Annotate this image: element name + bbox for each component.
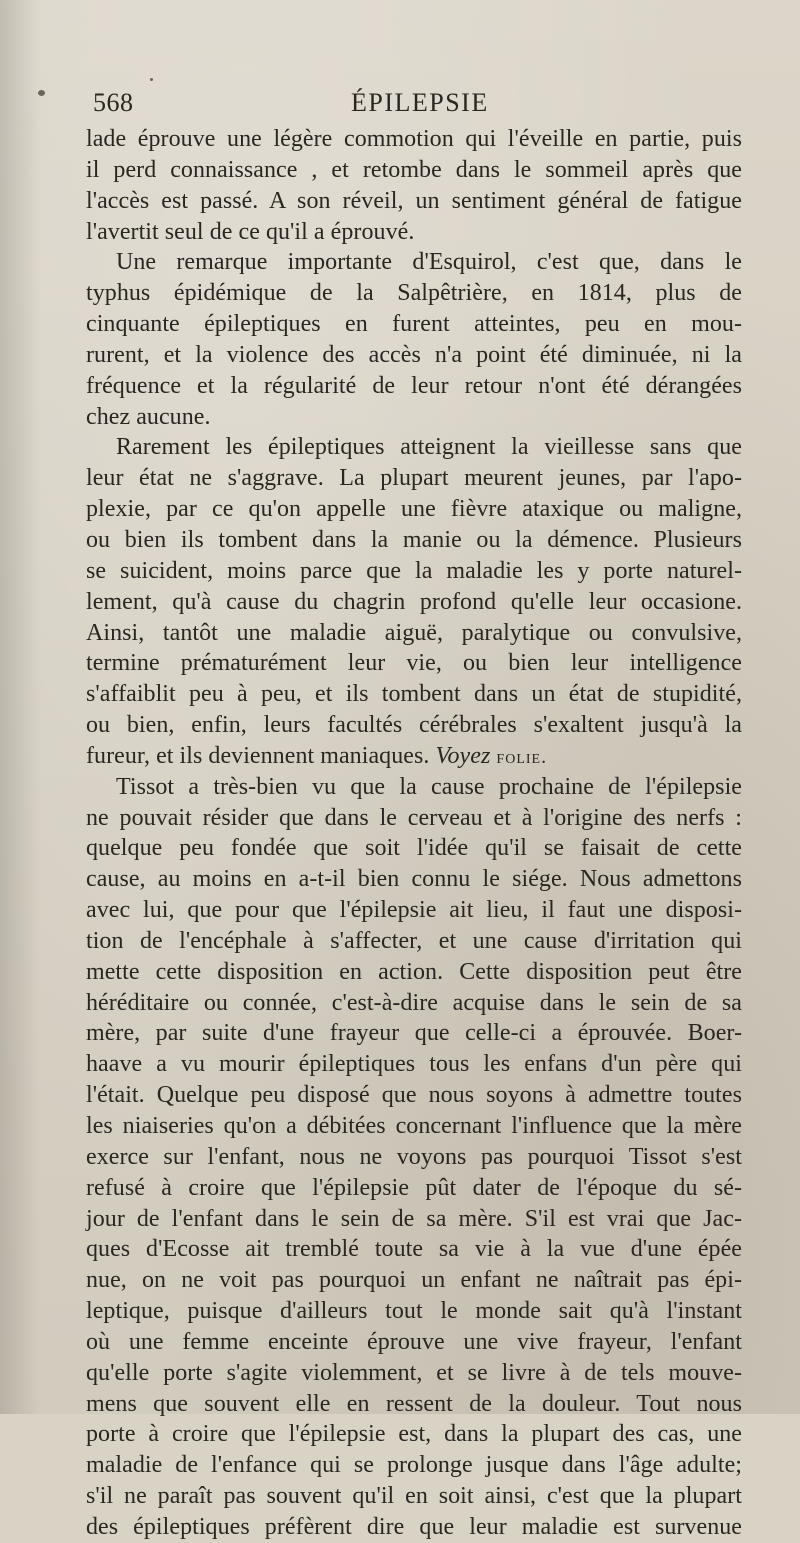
text-line: Ainsi, tantôt une maladie aiguë, paralytique ou convulsive, (86, 619, 742, 646)
text-line: nue, on ne voit pas pourquoi un enfant ne naîtrait pas épi- (86, 1267, 742, 1294)
text-line: fréquence et la régularité de leur retour n'ont été dérangées (86, 372, 742, 399)
text-line: des épileptiques préfèrent dire que leur maladie est survenue (86, 1513, 742, 1540)
text-line: les niaiseries qu'on a débitées concernant l'influence que la mère (86, 1113, 742, 1139)
text-line: ou bien, enfin, leurs facultés cérébrales s'exaltent jusqu'à la (86, 712, 742, 739)
text-line: s'affaiblit peu à peu, et ils tombent dans un état de stupidité, (86, 681, 742, 708)
page-edge-shadow (0, 0, 40, 1414)
text-line: rurent, et la violence des accès n'a point été diminuée, ni la (86, 341, 742, 368)
running-title: ÉPILEPSIE (351, 88, 489, 117)
text-line: maladie de l'enfance qui se prolonge jusque dans l'âge adulte; (86, 1452, 742, 1479)
text-line: typhus épidémique de la Salpêtrière, en 1814, plus de (86, 280, 742, 307)
text-fragment: fureur, et ils deviennent maniaques. (86, 742, 430, 769)
text-line: qu'elle porte s'agite violemment, et se livre à de tels mouve- (86, 1359, 742, 1386)
text-line: chez aucune. (86, 403, 211, 430)
text-line: héréditaire ou connée, c'est-à-dire acquise dans le sein de sa (86, 989, 742, 1016)
text-line: Rarement les épileptiques atteignent la vieillesse sans que (116, 434, 742, 461)
text-line: ou bien ils tombent dans la manie ou la démence. Plusieurs (86, 526, 742, 553)
text-line: leptique, puisque d'ailleurs tout le monde sait qu'à l'instant (86, 1298, 742, 1325)
text-line: l'avertit seul de ce qu'il a éprouvé. (86, 218, 415, 245)
cross-reference-voyez: Voyez (435, 742, 491, 769)
text-line: mens que souvent elle en ressent de la douleur. Tout nous (86, 1390, 742, 1417)
text-line-with-cross-reference (86, 741, 742, 772)
text-line: Tissot a très-bien vu que la cause prochaine de l'épilepsie (116, 773, 742, 800)
text-line: il perd connaissance , et retombe dans le sommeil après que (86, 156, 742, 183)
text-line: leur état ne s'aggrave. La plupart meurent jeunes, par l'apo- (86, 465, 742, 492)
text-line: ne pouvait résider que dans le cerveau et à l'origine des nerfs : (86, 804, 742, 831)
text-line: exerce sur l'enfant, nous ne voyons pas pourquoi Tissot s'est (86, 1143, 742, 1170)
text-line: porte à croire que l'épilepsie est, dans la plupart des cas, une (86, 1421, 742, 1448)
text-line: ques d'Ecosse ait tremblé toute sa vie à la vue d'une épée (86, 1236, 742, 1263)
text-line: plexie, par ce qu'on appelle une fièvre ataxique ou maligne, (86, 496, 742, 523)
text-line: cinquante épileptiques en furent atteintes, peu en mou- (86, 311, 742, 338)
text-line: tion de l'encéphale à s'affecter, et une cause d'irritation qui (86, 927, 742, 954)
text-line: quelque peu fondée que soit l'idée qu'il se faisait de cette (86, 835, 742, 862)
cross-reference-target: folie. (496, 745, 548, 768)
text-line: où une femme enceinte éprouve une vive frayeur, l'enfant (86, 1328, 742, 1355)
text-line: cause, au moins en a-t-il bien connu le siége. Nous admettons (86, 866, 742, 893)
text-line: refusé à croire que l'épilepsie pût dater de l'époque du sé- (86, 1174, 742, 1201)
text-line: lade éprouve une légère commotion qui l'éveille en partie, puis (86, 126, 742, 152)
ink-speck (38, 90, 45, 96)
text-line: termine prématurément leur vie, ou bien leur intelligence (86, 650, 742, 677)
text-line: jour de l'enfant dans le sein de sa mère. S'il est vrai que Jac- (86, 1205, 742, 1232)
body-text (86, 124, 742, 1540)
text-line: l'accès est passé. A son réveil, un sentiment général de fatigue (86, 187, 742, 214)
page-header (93, 88, 713, 122)
text-line: haave a vu mourir épileptiques tous les enfans d'un père qui (86, 1051, 742, 1078)
text-line: l'était. Quelque peu disposé que nous soyons à admettre toutes (86, 1082, 742, 1109)
text-line: s'il ne paraît pas souvent qu'il en soit ainsi, c'est que la plupart (86, 1483, 742, 1510)
text-line: Une remarque importante d'Esquirol, c'est que, dans le (116, 249, 742, 276)
text-line: se suicident, moins parce que la maladie les y porte naturel- (86, 557, 742, 584)
text-line: mère, par suite d'une frayeur que celle-ci a éprouvée. Boer- (86, 1020, 742, 1047)
ink-speck (150, 78, 153, 81)
page-number: 568 (93, 88, 134, 117)
text-line: lement, qu'à cause du chagrin profond qu'elle leur occasione. (86, 588, 742, 615)
text-line: avec lui, que pour que l'épilepsie ait lieu, il faut une disposi- (86, 897, 742, 924)
text-line: mette cette disposition en action. Cette disposition peut être (86, 958, 742, 985)
